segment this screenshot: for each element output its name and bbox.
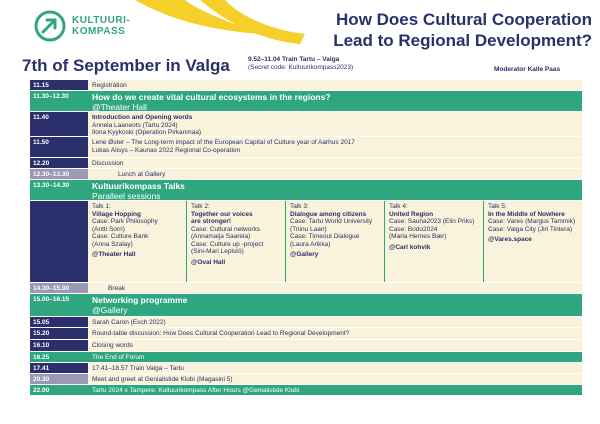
kultuurikompass-logo: [34, 10, 130, 42]
row-text: Break: [88, 283, 582, 294]
talk-label: Talk 3:: [290, 203, 309, 210]
event-date: 7th of September in Valga: [22, 56, 230, 75]
event-title-line-2: Lead to Regional Development?: [333, 31, 592, 50]
secret-code: (Secret code: Kultuurikompass2023): [248, 64, 354, 71]
schedule-row: [30, 137, 582, 158]
session-title: How do we create vital cultural ecosystems in the regions?: [92, 92, 331, 102]
talk-title: Dialogue among citizens: [290, 210, 367, 218]
schedule-table: [30, 80, 582, 396]
session-title: Kultuurikompass Talks: [92, 181, 185, 191]
speaker: Lukas Alisys – Kaunas 2022 Regional Co-operation: [92, 146, 241, 154]
talk-case: (Laura Arikka): [290, 240, 331, 248]
schedule-row: [30, 352, 582, 363]
talk-card: [88, 201, 187, 282]
talk-label: Talk 1:: [92, 203, 111, 210]
talk-title: are stronger!: [191, 218, 232, 225]
item-title: Introduction and Opening words: [92, 114, 193, 121]
row-text: Sarah Caron (Esch 2022): [88, 317, 582, 328]
talk-title: Village Hopping: [92, 210, 141, 218]
schedule-row: [30, 91, 582, 112]
talk-title: Together our voices: [191, 210, 253, 218]
schedule-row: [30, 340, 582, 352]
event-title-line-1: How Does Cultural Cooperation: [336, 10, 592, 29]
speaker: Ilona Kyykoski (Operation Pirkanmaa): [92, 129, 202, 136]
row-text: 17.41–18.57 Train Valga – Tartu: [88, 363, 582, 374]
row-text: Tartu 2024 x Tampere: Kultuurikompass After Hours @Genialistide Klubi: [88, 385, 582, 396]
talk-card: [187, 201, 286, 282]
row-time: 11.15: [30, 80, 88, 91]
row-time: 11.30–12.30: [30, 91, 88, 112]
talk-card: [286, 201, 385, 282]
row-text: [88, 137, 582, 158]
talk-case: (Sini-Mari Lepistö): [191, 248, 244, 255]
header: [0, 0, 600, 80]
talk-case: Case: Park Philosophy: [92, 218, 158, 225]
talk-venue: @Carl kohvik: [389, 243, 431, 251]
row-time: 20.30: [30, 374, 88, 385]
talk-case: Case: Sauna2023 (Elin Priks): [389, 218, 475, 225]
schedule-row: [30, 283, 582, 294]
schedule-row: [30, 180, 582, 201]
talk-case: (Maria Hernes Bær): [389, 233, 447, 240]
talk-case: Case: Culture up -project: [191, 240, 264, 248]
talk-card: [484, 201, 582, 282]
row-time: 16.25: [30, 352, 88, 363]
talk-case: Case: Bodo2024: [389, 225, 438, 233]
talk-label: Talk 4:: [389, 203, 408, 210]
logo-line-1: KULTUURI-: [72, 15, 131, 26]
row-text: Closing words: [88, 340, 582, 352]
talk-case: Case: Cultural networks: [191, 225, 260, 233]
schedule-row: [30, 112, 582, 137]
row-text: [88, 180, 582, 201]
row-text: [88, 91, 582, 112]
row-text: [88, 294, 582, 317]
session-venue: @Theater Hall: [92, 101, 147, 112]
talk-case: Case: Valga City (Jiri Tintera): [488, 225, 573, 233]
row-time: 16.10: [30, 340, 88, 352]
schedule-row: [30, 385, 582, 396]
schedule-row: [30, 80, 582, 91]
talk-card: [385, 201, 484, 282]
schedule-row: [30, 374, 582, 385]
row-text: Meet and greet at Genialistide Klubi (Magasini 5): [88, 374, 582, 385]
schedule-row: [30, 363, 582, 374]
schedule-row: [30, 158, 582, 169]
talk-venue: @Theater Hall: [92, 251, 136, 258]
speaker: Annela Laaneots (Tartu 2024): [92, 121, 178, 129]
talk-venue: @Vares.space: [488, 236, 532, 243]
train-info-line-1: 9.52–11.04 Train Tartu – Valga: [248, 56, 340, 63]
talks-row: [30, 201, 582, 283]
schedule-row: [30, 317, 582, 328]
schedule-row: [30, 328, 582, 340]
talk-case: Case: Vares (Margus Tammik): [488, 218, 576, 225]
row-text: Registration: [88, 80, 582, 91]
session-subtitle: Paralleel sessions: [92, 190, 161, 201]
logo-line-2: KOMPASS: [72, 26, 126, 37]
talk-label: Talk 5:: [488, 203, 507, 210]
talks-container: [88, 201, 582, 283]
row-text: The End of Forum: [88, 352, 582, 363]
talk-case: Case: Tartu World University: [290, 218, 373, 225]
row-time: 14.30–15.00: [30, 283, 88, 294]
event-title: [292, 9, 592, 51]
row-time: 15.20: [30, 328, 88, 340]
talk-case: (Triinu Laan): [290, 225, 327, 233]
row-time: 11.40: [30, 112, 88, 137]
talk-venue: @Gallery: [290, 251, 319, 258]
talk-title: In the Middle of Nowhere: [488, 210, 565, 218]
row-text: Round-table discussion: How Does Cultural Cooperation Lead to Regional Development?: [88, 328, 582, 340]
row-text: Lunch at Gallery: [88, 169, 582, 180]
session-venue: @Gallery: [92, 304, 128, 315]
row-time: 17.41: [30, 363, 88, 374]
row-time: 12.30–13.30: [30, 169, 88, 180]
train-info: [248, 56, 353, 72]
compass-arrow-icon: [34, 10, 66, 42]
schedule-row: [30, 294, 582, 317]
row-text: Discussion: [88, 158, 582, 169]
moderator: Moderator Kalle Paas: [494, 66, 561, 73]
row-time: 13.30–14.30: [30, 180, 88, 201]
talk-title: United Region: [389, 210, 434, 218]
row-time: 12.20: [30, 158, 88, 169]
schedule-row: [30, 169, 582, 180]
row-time: 15.05: [30, 317, 88, 328]
row-time: 22.00: [30, 385, 88, 396]
talk-venue: @Oval Hall: [191, 258, 226, 266]
speaker: Lene Øster – The Long-term impact of the European Capital of Culture year of Aarhus 2017: [92, 139, 355, 146]
row-time: 15.00–16.15: [30, 294, 88, 317]
talk-case: (Anna Szalay): [92, 240, 133, 248]
talk-case: Case: Timeout Dialogue: [290, 233, 360, 240]
row-time: 11.50: [30, 137, 88, 158]
session-title: Networking programme: [92, 295, 188, 305]
row-text: [88, 112, 582, 137]
talk-case: Case: Culture Bank: [92, 233, 149, 240]
row-time: [30, 201, 88, 283]
talk-label: Talk 2:: [191, 203, 210, 210]
talk-case: (Antti Sorri): [92, 225, 125, 233]
talk-case: (Annamaija Saarela): [191, 233, 251, 240]
